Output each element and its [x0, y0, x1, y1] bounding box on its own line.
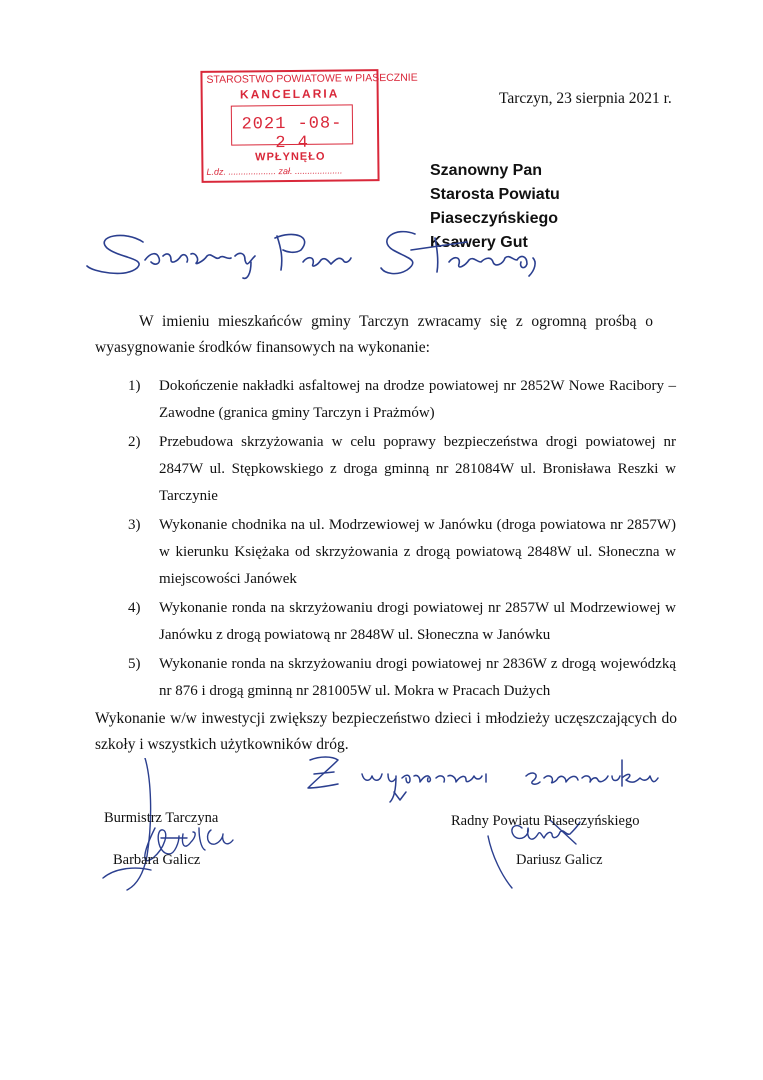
- list-item: [128, 373, 676, 427]
- addressee-line: Starosta Powiatu: [430, 186, 560, 203]
- list-item-number: 3): [128, 517, 141, 533]
- signatory-right-name: Dariusz Galicz: [516, 852, 603, 868]
- intro-text: W imieniu mieszkańców gminy Tarczyn zwracamy się z ogromną prośbą o wyasygnowanie środków finansowych na wykonanie:: [95, 313, 653, 356]
- registry-stamp: [200, 69, 418, 183]
- handwritten-salutation: [85, 222, 555, 284]
- signatory-left-name: Barbara Galicz: [113, 852, 201, 868]
- request-list: [128, 373, 676, 707]
- list-item-text: Wykonanie chodnika na ul. Modrzewiowej w Janówku (droga powiatowa nr 2857W) w kierunku Księżaka od skrzyżowania z drogą powiatową 2848W ul. Słoneczna w miejscowości Janówek: [159, 517, 676, 587]
- list-item: [128, 429, 676, 510]
- stamp-fields: L.dz. ................... zał. ...................: [206, 165, 343, 177]
- handwritten-regards: [300, 748, 680, 808]
- list-item-text: Dokończenie nakładki asfaltowej na drodze powiatowej nr 2852W Nowe Racibory – Zawodne (granica gminy Tarczyn i Prażmów): [159, 378, 676, 421]
- closing-paragraph: Wykonanie w/w inwestycji zwiększy bezpieczeństwo dzieci i młodzieży uczęszczających do szkoły i wszystkich użytkowników dróg.: [95, 710, 677, 753]
- list-item-text: Wykonanie ronda na skrzyżowaniu drogi powiatowej nr 2857W ul Modrzewiowej w Janówku z drogą powiatową nr 2848W ul. Słoneczna w Janówku: [159, 600, 676, 643]
- list-item-number: 1): [128, 378, 141, 394]
- list-item-number: 5): [128, 656, 141, 672]
- list-item: [128, 595, 676, 649]
- stamp-department: KANCELARIA: [239, 86, 340, 102]
- intro-paragraph: [95, 309, 653, 361]
- addressee-line: Ksawery Gut: [430, 234, 528, 251]
- list-item: [128, 651, 676, 705]
- addressee-line: Szanowny Pan: [430, 162, 543, 179]
- list-item-text: Przebudowa skrzyżowania w celu poprawy bezpieczeństwa drogi powiatowej nr 2847W ul. Stępkowskiego z droga gminną nr 281084W ul. Bronisława Reszki w Tarczynie: [159, 434, 676, 504]
- place-date: Tarczyn, 23 sierpnia 2021 r.: [499, 90, 672, 107]
- list-item: [128, 512, 676, 593]
- signature-mayor: [95, 758, 245, 898]
- list-item-text: Wykonanie ronda na skrzyżowaniu drogi powiatowej nr 2836W z drogą wojewódzką nr 876 i drogą gminną nr 281005W ul. Mokra w Pracach Dużych: [159, 656, 676, 699]
- list-item-number: 2): [128, 434, 141, 450]
- list-item-number: 4): [128, 600, 141, 616]
- stamp-received: WPŁYNĘŁO: [255, 150, 326, 164]
- stamp-office: STAROSTWO POWIATOWE w PIASECZNIE: [206, 71, 418, 86]
- stamp-date-box: [231, 104, 353, 154]
- addressee-line: Piaseczyńskiego: [430, 210, 559, 227]
- signatory-left-title: Burmistrz Tarczyna: [104, 810, 219, 826]
- signatory-right-title: Radny Powiatu Piaseczyńskiego: [451, 813, 640, 829]
- stamp-date: 2021 -08- 2 4: [241, 114, 343, 154]
